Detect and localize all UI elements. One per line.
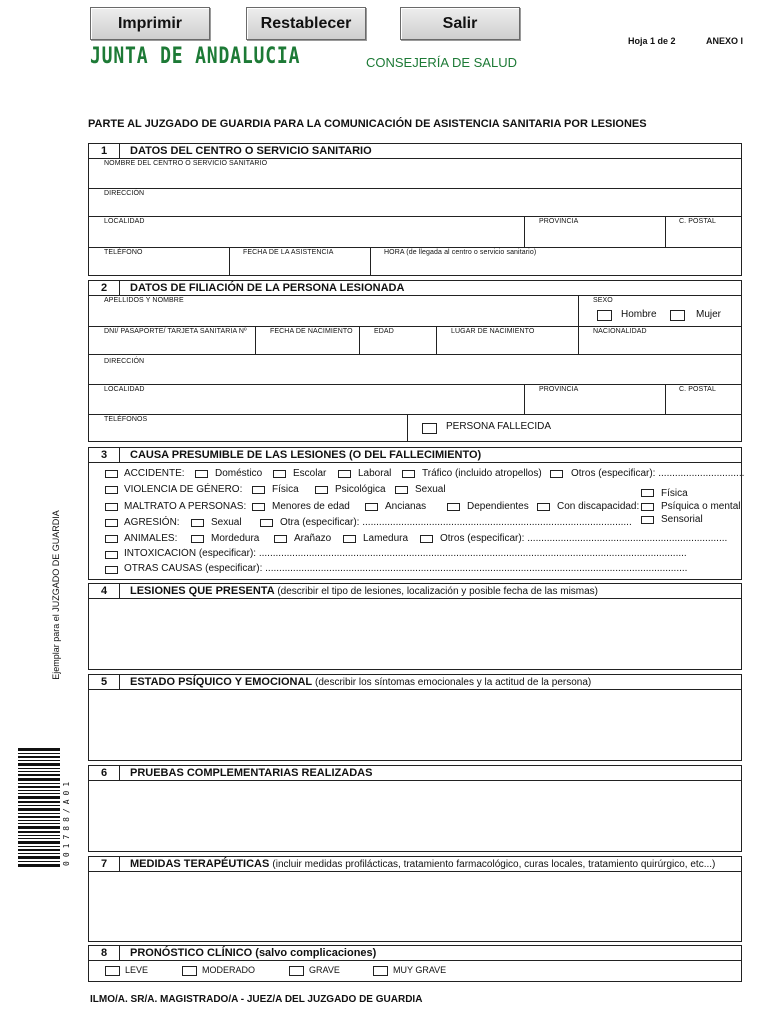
section-prognosis — [88, 945, 742, 982]
label-ag-other: Otra (especificar): ................................................................................................. — [280, 517, 632, 528]
label-accident: ACCIDENTE: — [124, 468, 185, 479]
label-province: PROVINCIA — [539, 386, 579, 393]
checkbox-deceased[interactable] — [422, 423, 437, 434]
label-center-name: NOMBRE DEL CENTRO O SERVICIO SANITARIO — [104, 160, 268, 167]
label-scratch: Arañazo — [294, 533, 332, 544]
label-date: FECHA DE LA ASISTENCIA — [243, 249, 334, 256]
label-aggression: AGRESIÓN: — [124, 517, 180, 528]
checkbox-dis-mental[interactable] — [641, 503, 654, 511]
section-tests — [88, 765, 742, 852]
label-birth-date: FECHA DE NACIMIENTO — [270, 328, 353, 335]
label-time: HORA (de llegada al centro o servicio sanitario) — [384, 249, 537, 256]
reset-button[interactable]: Restablecer — [246, 7, 366, 40]
checkbox-aggression[interactable] — [105, 519, 118, 527]
label-dis-mental: Psíquica o mental — [661, 501, 741, 512]
label-intoxication: INTOXICACIÓN (especificar): .......................................................................................................................................................... — [124, 548, 687, 559]
section-number: 8 — [89, 946, 120, 960]
label-dependent: Dependientes — [467, 501, 529, 512]
section-number: 1 — [89, 144, 120, 158]
label-age: EDAD — [374, 328, 394, 335]
section-header — [89, 946, 741, 961]
checkbox-animals[interactable] — [105, 535, 118, 543]
section-number: 3 — [89, 448, 120, 462]
checkbox-very-serious[interactable] — [373, 966, 388, 976]
label-traffic: Tráfico (incluido atropellos) — [422, 468, 542, 479]
section-number: 4 — [89, 584, 120, 598]
label-zip: C. POSTAL — [679, 218, 716, 225]
checkbox-mild[interactable] — [105, 966, 120, 976]
section-header — [89, 857, 741, 872]
section-header — [89, 584, 741, 599]
label-full-name: APELLIDOS Y NOMBRE — [104, 297, 184, 304]
label-male: Hombre — [621, 309, 657, 320]
label-nationality: NACIONALIDAD — [593, 328, 647, 335]
checkbox-domestic[interactable] — [195, 470, 208, 478]
injuries-textarea[interactable] — [91, 601, 739, 667]
checkbox-dependent[interactable] — [447, 503, 460, 511]
label-domestic: Doméstico — [215, 468, 263, 479]
checkbox-an-other[interactable] — [420, 535, 433, 543]
checkbox-gv-physical[interactable] — [252, 486, 265, 494]
label-lick: Lamedura — [363, 533, 409, 544]
section-title: ESTADO PSÍQUICO Y EMOCIONAL (describir los síntomas emocionales y la actitud de la persona) — [130, 676, 592, 688]
checkbox-gender-violence[interactable] — [105, 486, 118, 494]
section-center-data — [88, 143, 742, 276]
section-title: MEDIDAS TERAPÉUTICAS (incluir medidas profilácticas, tratamiento farmacológico, curas locales, tratamiento quirúrgico, etc...) — [130, 858, 716, 870]
checkbox-gv-psych[interactable] — [315, 486, 328, 494]
section-header — [89, 675, 741, 690]
label-gender-violence: VIOLENCIA DE GÉNERO: — [124, 484, 243, 495]
annex-label: ANEXO I — [706, 36, 744, 46]
checkbox-moderate[interactable] — [182, 966, 197, 976]
section-emotional-state — [88, 674, 742, 761]
label-female: Mujer — [696, 309, 722, 320]
checkbox-scratch[interactable] — [274, 535, 287, 543]
checkbox-elderly[interactable] — [365, 503, 378, 511]
label-abuse: MALTRATO A PERSONAS: — [124, 501, 247, 512]
checkbox-other-causes[interactable] — [105, 566, 118, 574]
checkbox-dis-sensory[interactable] — [641, 516, 654, 524]
label-phone: TELÉFONO — [104, 249, 143, 256]
section-number: 2 — [89, 281, 120, 295]
label-address: DIRECCIÓN — [104, 358, 145, 365]
label-accident-other: Otros (especificar): ............................... — [571, 468, 745, 479]
checkbox-traffic[interactable] — [402, 470, 415, 478]
label-city: LOCALIDAD — [104, 386, 145, 393]
document-title: PARTE AL JUZGADO DE GUARDIA PARA LA COMUNICACIÓN DE ASISTENCIA SANITARIA POR LESIONES — [88, 118, 647, 130]
label-birthplace: LUGAR DE NACIMIENTO — [451, 328, 535, 335]
section-title: DATOS DEL CENTRO O SERVICIO SANITARIO — [130, 145, 372, 157]
tests-textarea[interactable] — [91, 783, 739, 849]
label-dis-physical: Física — [661, 488, 688, 499]
label-bite: Mordedura — [211, 533, 260, 544]
checkbox-intoxication[interactable] — [105, 551, 118, 559]
label-very-serious: MUY GRAVE — [393, 965, 447, 975]
section-therapeutic — [88, 856, 742, 942]
section-number: 5 — [89, 675, 120, 689]
label-an-other: Otros (especificar): ........................................................................ — [440, 533, 728, 544]
print-button[interactable]: Imprimir — [90, 7, 210, 40]
exit-button[interactable]: Salir — [400, 7, 520, 40]
label-dis-sensory: Sensorial — [661, 514, 703, 525]
label-phones: TELÉFONOS — [104, 416, 148, 423]
checkbox-bite[interactable] — [191, 535, 204, 543]
section-title: PRUEBAS COMPLEMENTARIAS REALIZADAS — [130, 767, 373, 779]
checkbox-accident[interactable] — [105, 470, 118, 478]
checkbox-ag-sexual[interactable] — [191, 519, 204, 527]
section-title: LESIONES QUE PRESENTA (describir el tipo de lesiones, localización y posible fecha de las mismas) — [130, 585, 599, 597]
label-animals: ANIMALES: — [124, 533, 178, 544]
label-gv-physical: Física — [272, 484, 299, 495]
barcode-image — [18, 748, 60, 868]
barcode-number: 001788/A01 — [62, 777, 71, 866]
label-work: Laboral — [358, 468, 392, 479]
checkbox-ag-other[interactable] — [260, 519, 273, 527]
section-header — [89, 766, 741, 781]
label-deceased: PERSONA FALLECIDA — [446, 421, 552, 432]
label-school: Escolar — [293, 468, 327, 479]
label-ag-sexual: Sexual — [211, 517, 242, 528]
therapeutic-textarea[interactable] — [91, 874, 739, 939]
label-minors: Menores de edad — [272, 501, 350, 512]
checkbox-female[interactable] — [670, 310, 685, 321]
label-moderate: MODERADO — [202, 965, 256, 975]
checkbox-school[interactable] — [273, 470, 286, 478]
label-id-document: DNI/ PASAPORTE/ TARJETA SANITARIA Nº — [104, 328, 247, 335]
label-gv-sexual: Sexual — [415, 484, 446, 495]
footer-addressee: ILMO/A. SR/A. MAGISTRADO/A - JUEZ/A DEL JUZGADO DE GUARDIA — [90, 994, 423, 1005]
checkbox-accident-other[interactable] — [550, 470, 563, 478]
checkbox-serious[interactable] — [289, 966, 304, 976]
label-gv-psych: Psicológica — [335, 484, 386, 495]
label-sex: SEXO — [593, 297, 613, 304]
checkbox-abuse[interactable] — [105, 503, 118, 511]
label-other-causes: OTRAS CAUSAS (especificar): ........................................................................................................................................................ — [124, 563, 688, 574]
checkbox-work[interactable] — [338, 470, 351, 478]
section-title: DATOS DE FILIACIÓN DE LA PERSONA LESIONADA — [130, 282, 405, 294]
label-serious: GRAVE — [309, 965, 340, 975]
section-number: 6 — [89, 766, 120, 780]
label-disabled: Con discapacidad: — [557, 501, 640, 512]
section-header — [89, 448, 741, 463]
checkbox-disabled[interactable] — [537, 503, 550, 511]
label-province: PROVINCIA — [539, 218, 579, 225]
consejeria-label: CONSEJERÍA DE SALUD — [366, 55, 517, 70]
checkbox-minors[interactable] — [252, 503, 265, 511]
section-header — [89, 144, 741, 159]
page-indicator: Hoja 1 de 2 — [628, 36, 676, 46]
section-injuries — [88, 583, 742, 670]
emotional-state-textarea[interactable] — [91, 692, 739, 758]
label-address: DIRECCIÓN — [104, 190, 145, 197]
checkbox-male[interactable] — [597, 310, 612, 321]
section-header — [89, 281, 741, 296]
checkbox-dis-physical[interactable] — [641, 489, 654, 497]
checkbox-gv-sexual[interactable] — [395, 486, 408, 494]
copy-label: Ejemplar para el JUZGADO DE GUARDIA — [51, 510, 61, 680]
section-title: PRONÓSTICO CLÍNICO (salvo complicaciones) — [130, 947, 377, 959]
label-elderly: Ancianas — [385, 501, 427, 512]
checkbox-lick[interactable] — [343, 535, 356, 543]
label-city: LOCALIDAD — [104, 218, 145, 225]
section-number: 7 — [89, 857, 120, 871]
section-person-data — [88, 280, 742, 442]
junta-logo: JUNTA DE ANDALUCIA — [90, 44, 301, 69]
section-cause — [88, 447, 745, 580]
section-title: CAUSA PRESUMIBLE DE LAS LESIONES (O DEL FALLECIMIENTO) — [130, 449, 482, 461]
label-zip: C. POSTAL — [679, 386, 716, 393]
label-mild: LEVE — [125, 965, 149, 975]
